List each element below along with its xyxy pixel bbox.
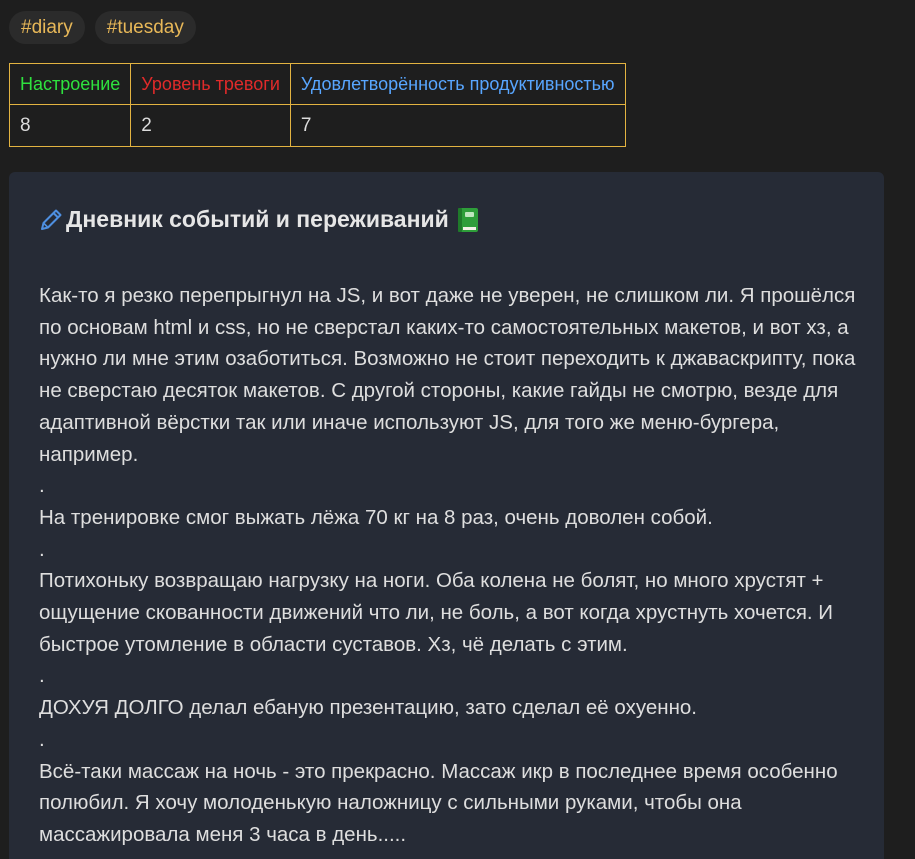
paragraph-massage: Всё-таки массаж на ночь - это прекрасно. Массаж икр в последнее время особенно полюбил. Я хочу молоденькую наложницу с сильными руками, чтобы она массажировала меня 3 часа в день..... xyxy=(39,759,844,846)
callout-title xyxy=(38,206,479,233)
header-mood: Настроение xyxy=(10,64,131,105)
diary-callout xyxy=(9,172,884,859)
tag-diary[interactable]: #diary xyxy=(9,11,85,44)
paragraph-presentation: ДОХУЯ ДОЛГО делал ебаную презентацию, зато сделал её охуенно. xyxy=(39,696,697,720)
value-productivity: 7 xyxy=(290,105,625,147)
callout-body xyxy=(39,280,874,851)
metrics-header-row xyxy=(10,64,626,105)
value-anxiety: 2 xyxy=(131,105,291,147)
pencil-icon xyxy=(38,207,64,233)
green-book-icon xyxy=(457,207,479,233)
callout-title-text: Дневник событий и переживаний xyxy=(66,206,449,232)
separator-dot: . xyxy=(39,664,45,688)
header-productivity: Удовлетворённость продуктивностью xyxy=(290,64,625,105)
separator-dot: . xyxy=(39,727,45,751)
paragraph-js: Как-то я резко перепрыгнул на JS, и вот даже не уверен, не слишком ли. Я прошёлся по основам html и css, но не сверстал каких-то самостоятельных макетов, и вот хз, а нужно ли мне этим озаботиться. Возможно не стоит переходить к джаваскрипту, пока не сверстаю десяток макетов. С другой стороны, какие гайды не смотрю, везде для адаптивной вёрстки так или иначе используют JS, для того же меню-бургера, например. xyxy=(39,284,862,466)
separator-dot: . xyxy=(39,474,45,498)
paragraph-training: На тренировке смог выжать лёжа 70 кг на 8 раз, очень доволен собой. xyxy=(39,505,713,529)
paragraph-knees: Потихоньку возвращаю нагрузку на ноги. Оба колена не болят, но много хрустят + ощущение скованности движений что ли, не боль, а вот когда хрустнуть хочется. И быстрое утомление в области суставов. Хз, чё делать с этим. xyxy=(39,569,839,656)
value-mood: 8 xyxy=(10,105,131,147)
metrics-table xyxy=(9,63,626,147)
tag-tuesday[interactable]: #tuesday xyxy=(95,11,196,44)
tag-list xyxy=(9,11,196,44)
separator-dot: . xyxy=(39,537,45,561)
header-anxiety: Уровень тревоги xyxy=(131,64,291,105)
metrics-value-row xyxy=(10,105,626,147)
